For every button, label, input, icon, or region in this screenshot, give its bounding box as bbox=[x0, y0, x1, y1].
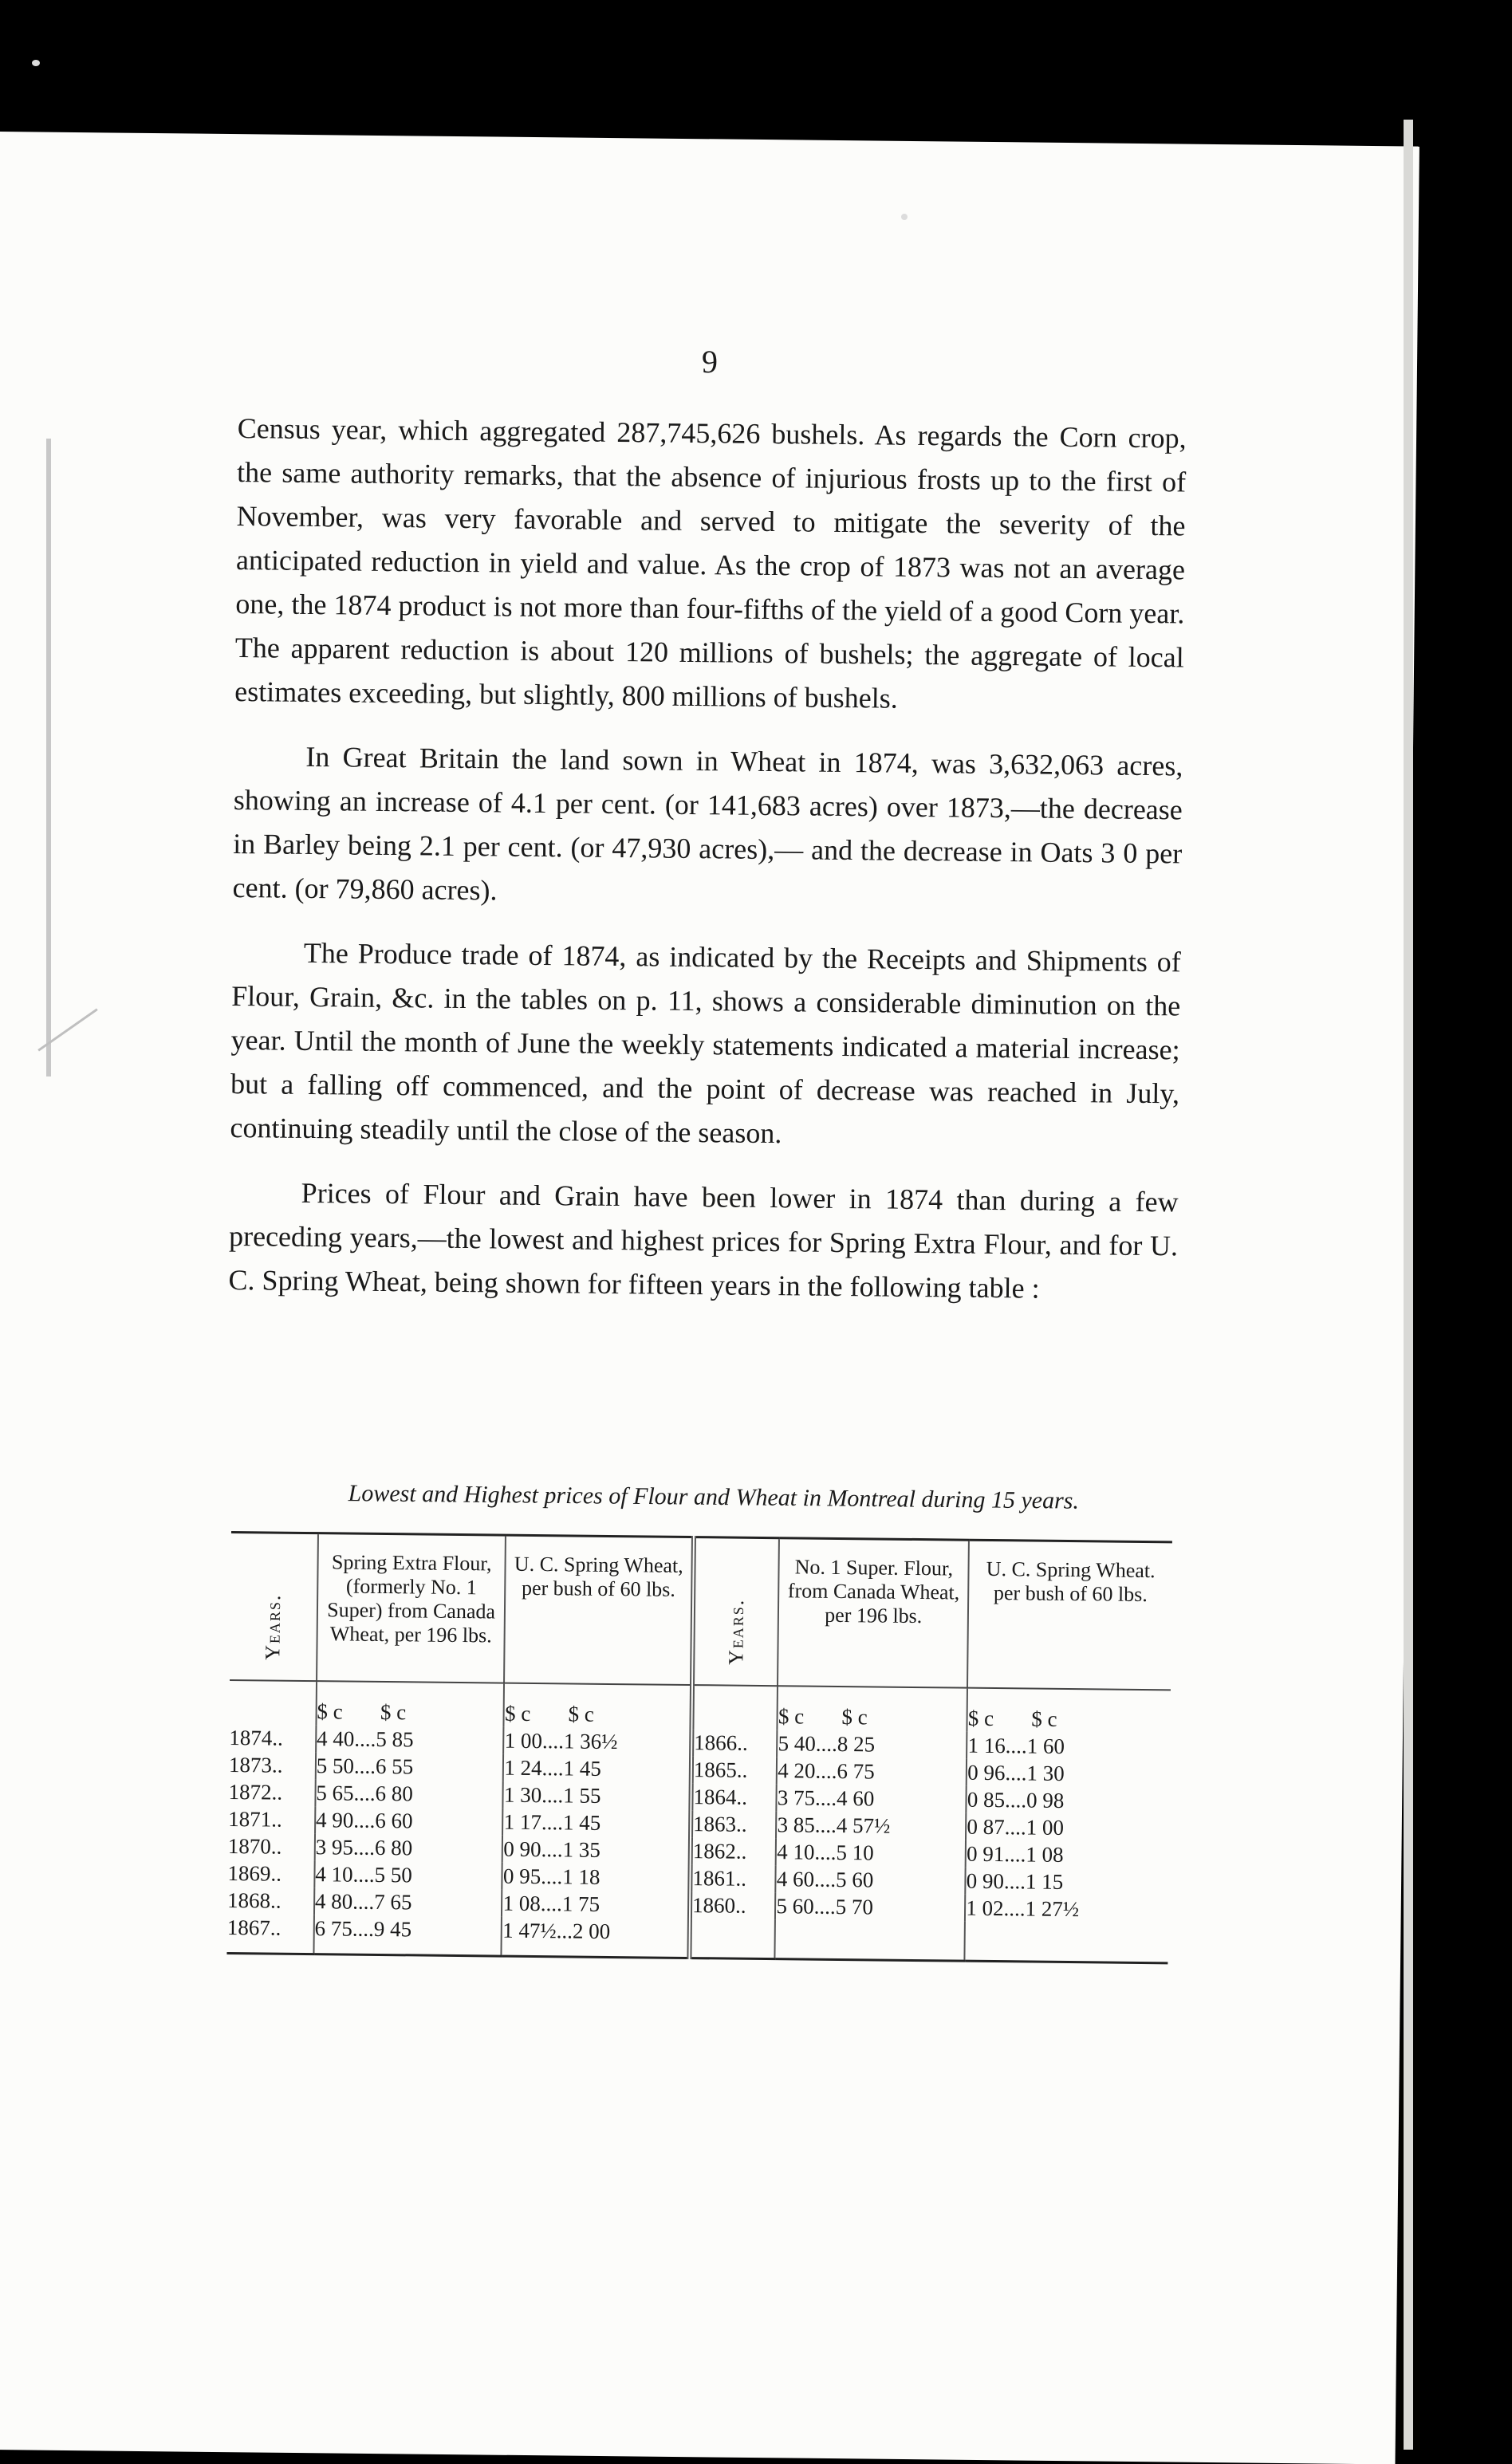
year-cell: 1866.. bbox=[691, 1729, 778, 1757]
year-cell: 1873.. bbox=[229, 1751, 316, 1779]
year-cell: 1868.. bbox=[227, 1887, 314, 1915]
wheat-price-cell: 0 90....1 15 bbox=[966, 1868, 1064, 1895]
wheat-price-cell: 1 00....1 36½ bbox=[504, 1727, 692, 1756]
wheat-price-cell: 0 90....1 35 bbox=[502, 1836, 691, 1864]
paper-speck bbox=[32, 60, 40, 66]
table-caption: Lowest and Highest prices of Flour and Wheat in Montreal during 15 years. bbox=[348, 1480, 1080, 1514]
unit-label: $ c $ c bbox=[504, 1683, 692, 1729]
flour-price-cell: 3 75....4 60 bbox=[777, 1784, 967, 1813]
uc-spring-wheat-header: U. C. Spring Wheat. per bush of 60 lbs. bbox=[967, 1540, 1172, 1690]
flour-price-cell: 3 95....6 80 bbox=[315, 1833, 503, 1862]
flour-price-cell: 4 10....5 10 bbox=[776, 1838, 966, 1867]
unit-label: $ c $ c bbox=[778, 1686, 968, 1731]
year-cell: 1871.. bbox=[228, 1805, 315, 1833]
year-cell: 1862.. bbox=[691, 1837, 777, 1865]
unit-label: $ c $ c bbox=[316, 1681, 504, 1726]
paragraph: Prices of Flour and Grain have been lower in 1874 than during a few preceding years,—the lowest and highest prices for Spring Extra Flour, and for U. C. Spring Wheat, being shown for fifteen years in the following table : bbox=[228, 1176, 1179, 1305]
flour-price-cell: 5 40....8 25 bbox=[777, 1730, 967, 1758]
uc-spring-wheat-header: U. C. Spring Wheat, per bush of 60 lbs. bbox=[504, 1535, 693, 1685]
year-cell: 1863.. bbox=[691, 1810, 777, 1838]
flour-price-cell: 5 50....6 55 bbox=[316, 1752, 504, 1781]
table-header-row bbox=[230, 1532, 1172, 1690]
wheat-price-cell: 1 47½...2 00 bbox=[502, 1917, 690, 1958]
year-cell: 1860.. bbox=[690, 1891, 776, 1919]
wheat-price-cell bbox=[965, 1922, 1168, 1963]
wheat-price-cell: 1 24....1 45 bbox=[503, 1754, 691, 1783]
page-number: 9 bbox=[702, 344, 718, 380]
flour-price-cell: 5 65....6 80 bbox=[315, 1779, 503, 1808]
wheat-price-cell: 0 87....1 00 bbox=[967, 1814, 1065, 1840]
body-text bbox=[228, 407, 1187, 1332]
wheat-price-cell: 0 96....1 30 bbox=[967, 1760, 1065, 1786]
wheat-price-cell: 1 30....1 55 bbox=[503, 1781, 691, 1810]
year-cell: 1865.. bbox=[691, 1756, 778, 1784]
years-header: Years. bbox=[261, 1593, 285, 1660]
flour-price-cell: 4 40....5 85 bbox=[316, 1725, 504, 1754]
paragraph: Census year, which aggregated 287,745,626 bushels. As regards the Corn crop, the same authority remarks, that the absence of injurious frosts up to the first of November, was very favorable and served to mitigate the severity of the anticipated reduction in yield and value. As the crop of 1873 was not an average one, the 1874 product is not more than four-fifths of the yield of a good Corn year. The apparent reduction is about 120 millions of bushels; the aggregate of local estimates exceeding, but slightly, 800 millions of bushels. bbox=[234, 411, 1187, 714]
wheat-price-cell: 1 02....1 27½ bbox=[966, 1895, 1080, 1922]
wheat-price-cell: 1 08....1 75 bbox=[502, 1890, 690, 1919]
paper-speck bbox=[901, 214, 908, 220]
flour-price-cell bbox=[775, 1919, 965, 1961]
year-cell: 1867.. bbox=[226, 1914, 313, 1954]
year-cell: 1864.. bbox=[691, 1783, 777, 1811]
year-cell: 1869.. bbox=[227, 1860, 314, 1887]
flour-price-cell: 4 80....7 65 bbox=[314, 1887, 502, 1916]
year-cell: 1870.. bbox=[228, 1832, 315, 1860]
spring-extra-flour-header: Spring Extra Flour, (formerly No. 1 Super) from Canada Wheat, per 196 lbs. bbox=[317, 1533, 506, 1683]
flour-price-cell: 5 60....5 70 bbox=[775, 1892, 965, 1921]
no1-super-flour-header: No. 1 Super. Flour, from Canada Wheat, per 196 lbs. bbox=[778, 1538, 969, 1688]
wheat-price-cell: 0 95....1 18 bbox=[502, 1863, 691, 1891]
flour-price-cell: 4 10....5 50 bbox=[314, 1860, 502, 1889]
flour-price-cell: 6 75....9 45 bbox=[313, 1915, 502, 1956]
wheat-price-cell: 1 17....1 45 bbox=[502, 1809, 691, 1837]
flour-price-cell: 3 85....4 57½ bbox=[776, 1811, 966, 1840]
paragraph: In Great Britain the land sown in Wheat in 1874, was 3,632,063 acres, showing an increase of 4.1 per cent. (or 141,683 acres) over 1873,—the decrease in Barley being 2.1 per cent. (or 47,930 acres),— and the decrease in Oats 3 0 per cent. (or 79,860 acres). bbox=[232, 740, 1183, 907]
price-table bbox=[226, 1531, 1171, 1965]
year-cell bbox=[689, 1919, 775, 1959]
flour-price-cell: 4 60....5 60 bbox=[776, 1865, 966, 1894]
flour-price-cell: 4 20....6 75 bbox=[777, 1757, 967, 1785]
wheat-price-cell: 0 85....0 98 bbox=[967, 1787, 1065, 1813]
years-header: Years. bbox=[723, 1598, 748, 1666]
binding-mark bbox=[46, 439, 51, 1077]
wheat-price-cell: 0 91....1 08 bbox=[966, 1841, 1064, 1868]
year-cell: 1872.. bbox=[228, 1778, 315, 1806]
paragraph: The Produce trade of 1874, as indicated by the Receipts and Shipments of Flour, Grain, &c. in the tables on p. 11, shows a considerable diminution on the year. Until the month of June the weekly statements indicated a material increase; but a falling off commenced, and the point of decrease was reached in July, continuing steadily until the close of the season. bbox=[230, 936, 1181, 1150]
wheat-price-cell: 1 16....1 60 bbox=[967, 1733, 1065, 1759]
flour-price-cell: 4 90....6 60 bbox=[315, 1806, 503, 1835]
year-cell: 1861.. bbox=[690, 1864, 776, 1892]
year-cell: 1874.. bbox=[229, 1724, 316, 1752]
unit-label: $ c $ c bbox=[967, 1706, 1057, 1732]
page-edge bbox=[1404, 120, 1413, 2450]
